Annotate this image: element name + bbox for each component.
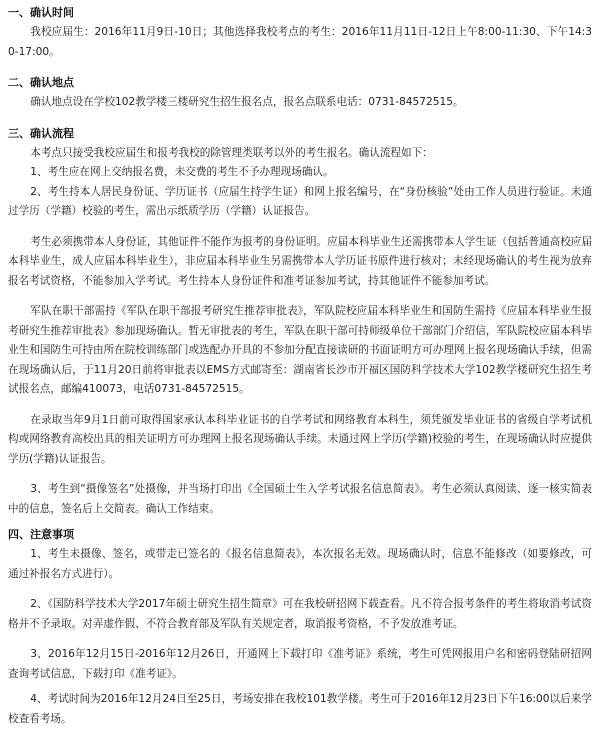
- process-step-3: 3、考生到“摄像签名”处摄像，并当场打印出《全国硕士生入学考试报名信息简表》。考生必须认真阅读、逐一核实简表中的信息，签名后上交简表。确认工作结束。: [8, 483, 592, 515]
- note-2: 2、《国防科学技术大学2017年硕士研究生招生简章》可在我校研招网下载查看。凡不符合报考条件的考生将取消考试资格并不予录取。对弄虚作假、不符合教育部及军队有关规定者，取消报考资格，不予发放准考证。: [8, 598, 592, 630]
- process-step-2: 2、考生持本人居民身份证、学历证书（应届生持学生证）和网上报名编号，在“身份核验”处由工作人员进行验证。未通过学历（学籍）校验的考生，需出示纸质学历（学籍）认证报告。: [8, 185, 592, 217]
- process-step-1: 1、考生应在网上交纳报名费，未交费的考生不予办理现场确认。: [30, 166, 334, 178]
- process-intro: 本考点只接受我校应届生和报考我校的除管理类联考以外的考生报名。确认流程如下：: [30, 146, 433, 159]
- note-1: 1、考生未摄像、签名，或带走已签名的《报名信息简表》，本次报名无效。现场确认时，信息不能修改（如要修改，可通过补报名方式进行）。: [8, 548, 592, 580]
- process-id-requirements: 考生必须携带本人身份证，其他证件不能作为报考的身份证明。应届本科毕业生还需携带本人学生证（包括普通高校应届本科毕业生，成人应届本科毕业生），非应届本科毕业生另需携带本人学历证书原件进行核对；未经现场确认的考生视为放弃报名考试资格，不能参加入学考试。考生持本人身份证件和准考证参加考试，持其他证件不能参加考试。: [8, 235, 592, 287]
- location-paragraph: 确认地点设在学校102教学楼三楼研究生招生报名点，报名点联系电话：0731-84572515。: [30, 96, 464, 108]
- section-heading-notes: 四、注意事项: [8, 528, 74, 541]
- section-heading-location: 二、确认地点: [8, 76, 74, 89]
- process-self-study-candidates: 在录取当年9月1日前可取得国家承认本科毕业证书的自学考试和网络教育本科生，须凭颁发毕业证书的省级自学考试机构或网络教育高校出具的相关证明方可办理网上报名现场确认手续。未通过网上学历(学籍)校验的考生，在现场确认时应提供学历(学籍)认证报告。: [8, 413, 592, 465]
- time-paragraph: 我校应届生：2016年11月9日-10日；其他选择我校考点的考生：2016年11月11日-12日上午8:00-11:30、下午14:30-17:00。: [8, 26, 592, 58]
- section-heading-time: 一、确认时间: [8, 6, 74, 19]
- process-military-candidates: 军队在职干部需持《军队在职干部报考研究生推荐审批表》，军队院校应届本科毕业生和国防生需持《应届本科毕业生报考研究生推荐审批表》参加现场确认。暂无审批表的考生，军队在职干部可持师级单位干部部门介绍信，军队院校应届本科毕业生和国防生可持由所在院校训练部门或选配办开具的不参加分配直接读研的书面证明方可办理网上报名现场确认手续，但需在现场确认后，于11月20日前将审批表以EMS方式邮寄至：湖南省长沙市开福区国防科学技术大学102教学楼研究生招生考试报名点，邮编410073，电话0731-84572515。: [8, 305, 592, 395]
- note-3: 3、2016年12月15日-2016年12月26日，开通网上下载打印《准考证》系统，考生可凭网报用户名和密码登陆研招网查询考试信息，下载打印《准考证》。: [8, 648, 592, 680]
- section-heading-process: 三、确认流程: [8, 126, 74, 140]
- note-4: 4、考试时间为2016年12月24日至25日，考场安排在我校101教学楼。考生可于2016年12月23日下午16:00以后来学校查看考场。: [8, 693, 592, 725]
